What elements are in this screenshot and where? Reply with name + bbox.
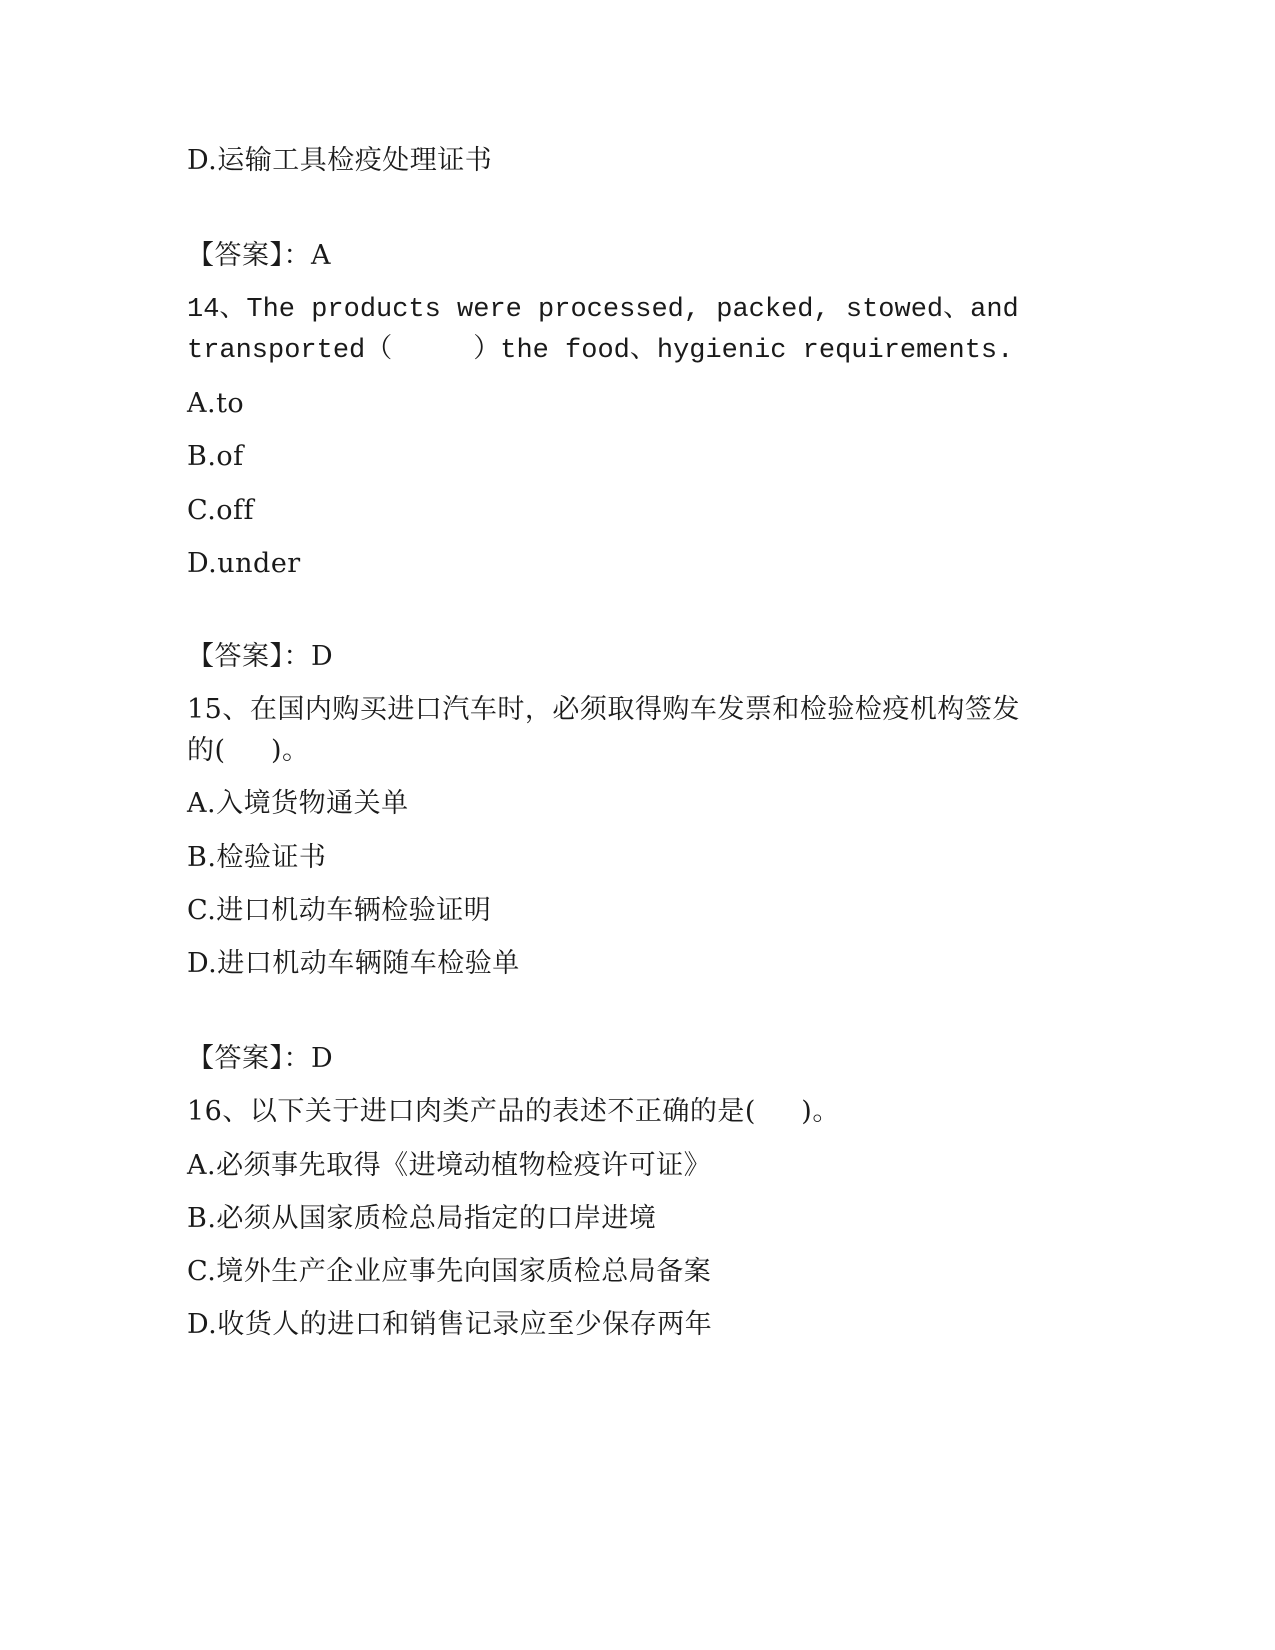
- q14-stem-line1: 14、The products were processed, packed, stowed、and: [187, 295, 1019, 325]
- q14-option-c: C.off: [187, 495, 255, 526]
- q15-stem-line1: 15、在国内购买进口汽车时，必须取得购车发票和检验检疫机构签发: [187, 694, 1020, 725]
- q15-option-a: A.入境货物通关单: [187, 788, 409, 819]
- q15-option-b: B.检验证书: [187, 842, 327, 873]
- q16-stem-line1: 16、以下关于进口肉类产品的表述不正确的是( )。: [187, 1096, 840, 1127]
- q16-option-a: A.必须事先取得《进境动植物检疫许可证》: [187, 1150, 712, 1181]
- q16-option-d: D.收货人的进口和销售记录应至少保存两年: [187, 1309, 713, 1340]
- q14-stem-line2: transported（ ）the food、hygienic requirements.: [187, 336, 1014, 366]
- q15-stem-line2: 的( )。: [187, 735, 310, 766]
- q13-option-d: D.运输工具检疫处理证书: [187, 145, 493, 176]
- q16-option-b: B.必须从国家质检总局指定的口岸进境: [187, 1203, 657, 1234]
- q15-answer: 【答案】：D: [187, 1043, 334, 1074]
- q14-option-b: B.of: [187, 441, 244, 472]
- q16-option-c: C.境外生产企业应事先向国家质检总局备案: [187, 1256, 712, 1287]
- q14-option-a: A.to: [187, 388, 245, 419]
- q14-answer: 【答案】：D: [187, 641, 334, 672]
- q15-option-d: D.进口机动车辆随车检验单: [187, 948, 520, 979]
- q15-option-c: C.进口机动车辆检验证明: [187, 895, 492, 926]
- q13-answer: 【答案】：A: [187, 240, 331, 271]
- q14-option-d: D.under: [187, 548, 301, 579]
